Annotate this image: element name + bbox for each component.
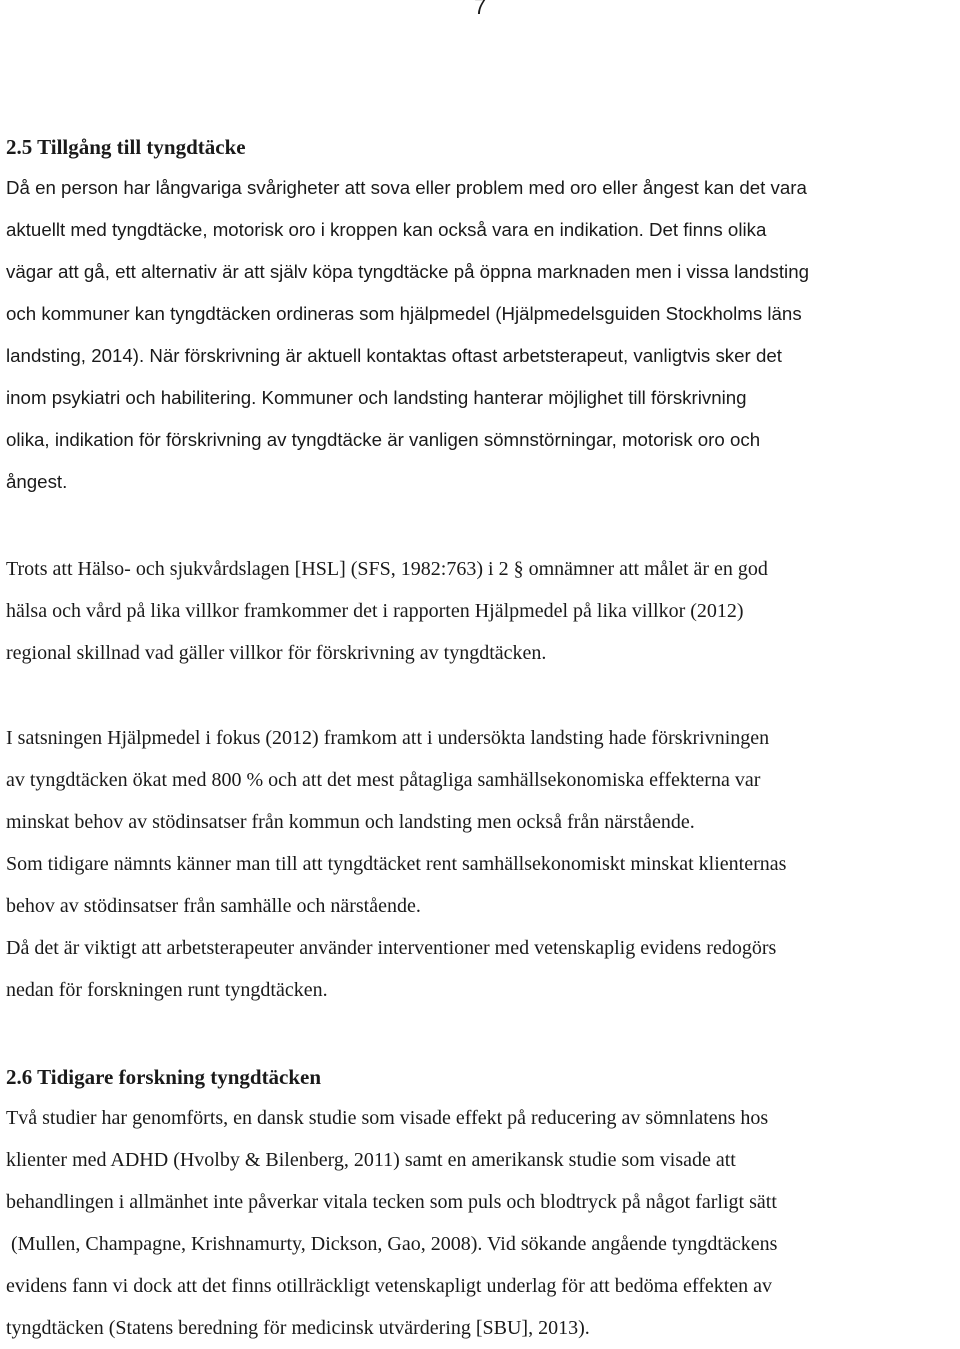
page-number: 7 bbox=[474, 0, 487, 19]
text-line: hälsa och vård på lika villkor framkommer det i rapporten Hjälpmedel på lika villkor (2012) bbox=[6, 600, 744, 622]
text-line: Två studier har genomförts, en dansk studie som visade effekt på reducering av sömnlatens hos bbox=[6, 1107, 769, 1129]
text-line: vägar att gå, ett alternativ är att själv köpa tyngdtäcke på öppna marknaden men i vissa landsting bbox=[6, 261, 809, 282]
text-line: (Mullen, Champagne, Krishnamurty, Dickson, Gao, 2008). Vid sökande angående tyngdtäckens bbox=[6, 1233, 778, 1255]
text-line: av tyngdtäcken ökat med 800 % och att det mest påtagliga samhällsekonomiska effekterna var bbox=[6, 769, 761, 791]
text-segment: Det finns olika bbox=[643, 219, 767, 240]
text-line: Trots att Hälso- och sjukvårdslagen [HSL] (SFS, 1982:763) i 2 § omnämner att målet är en god bbox=[6, 558, 768, 580]
text-line: Då en person har långvariga svårigheter att sova eller problem med oro eller ångest kan det vara bbox=[6, 177, 807, 198]
text-line: Då det är viktigt att arbetsterapeuter använder interventioner med vetenskaplig evidens redogörs bbox=[6, 937, 777, 959]
text-line: landsting, 2014). När förskrivning är aktuell kontaktas oftast arbetsterapeut, vanligtvis sker det bbox=[6, 345, 782, 366]
paragraph-2-5-3 bbox=[6, 717, 960, 1011]
text-segment: aktuellt med tyngdtäcke, motorisk oro i kroppen kan också vara en indikation. bbox=[6, 219, 644, 240]
text-line: behandlingen i allmänhet inte påverkar vitala tecken som puls och blodtryck på något farligt sätt bbox=[6, 1191, 777, 1213]
text-line: regional skillnad vad gäller villkor för förskrivning av tyngdtäcken. bbox=[6, 642, 547, 664]
text-line: klienter med ADHD (Hvolby & Bilenberg, 2011) samt en amerikansk studie som visade att bbox=[6, 1149, 736, 1171]
text-line bbox=[6, 209, 960, 251]
text-line: nedan för forskningen runt tyngdtäcken. bbox=[6, 979, 328, 1001]
text-line: ångest. bbox=[6, 471, 68, 492]
text-line: I satsningen Hjälpmedel i fokus (2012) framkom att i undersökta landsting hade förskrivningen bbox=[6, 727, 770, 749]
section-heading-2-6: 2.6 Tidigare forskning tyngdtäcken bbox=[6, 1065, 322, 1089]
text-line: behov av stödinsatser från samhälle och närstående. bbox=[6, 895, 421, 917]
paragraph-2-6-1 bbox=[6, 1097, 960, 1349]
text-line: minskat behov av stödinsatser från kommun och landsting men också från närstående. bbox=[6, 811, 695, 833]
text-line: Som tidigare nämnts känner man till att tyngdtäcket rent samhällsekonomiskt minskat klienternas bbox=[6, 853, 787, 875]
text-line: och kommuner kan tyngdtäcken ordineras som hjälpmedel (Hjälpmedelsguiden Stockholms läns bbox=[6, 303, 802, 324]
paragraph-2-5-1 bbox=[6, 167, 960, 503]
text-line: olika, indikation för förskrivning av tyngdtäcke är vanligen sömnstörningar, motorisk oro och bbox=[6, 429, 761, 450]
text-line: tyngdtäcken (Statens beredning för medicinsk utvärdering [SBU], 2013). bbox=[6, 1317, 590, 1339]
paragraph-2-5-2 bbox=[6, 548, 960, 674]
text-line: evidens fann vi dock att det finns otillräckligt vetenskapligt underlag för att bedöma effekten av bbox=[6, 1275, 773, 1297]
section-heading-2-5: 2.5 Tillgång till tyngdtäcke bbox=[6, 135, 246, 159]
text-line: inom psykiatri och habilitering. Kommuner och landsting hanterar möjlighet till förskrivning bbox=[6, 387, 747, 408]
